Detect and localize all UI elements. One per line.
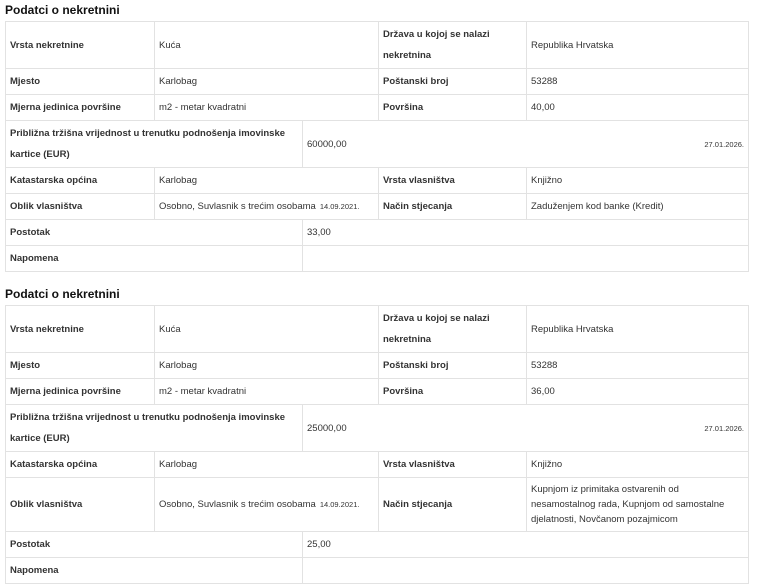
label-povrsina: Površina bbox=[379, 95, 527, 121]
table-row bbox=[6, 478, 749, 532]
value-katastarska-opcina: Karlobag bbox=[155, 452, 379, 478]
value-oblik-vlasnistva: Osobno, Suvlasnik s trećim osobama bbox=[159, 201, 316, 212]
table-row bbox=[6, 452, 749, 478]
property-section-2 bbox=[5, 284, 748, 585]
value-vrsta-vlasnistva: Knjižno bbox=[527, 452, 749, 478]
value-postanski-broj: 53288 bbox=[527, 69, 749, 95]
label-postotak: Postotak bbox=[6, 220, 303, 246]
table-row bbox=[6, 306, 749, 353]
value-oblik-vlasnistva: Osobno, Suvlasnik s trećim osobama bbox=[159, 499, 316, 510]
table-row bbox=[6, 168, 749, 194]
value-vrsta-nekretnine: Kuća bbox=[155, 22, 379, 69]
section-title: Podatci o nekretnini bbox=[5, 3, 120, 17]
value-katastarska-opcina: Karlobag bbox=[155, 168, 379, 194]
label-vrsta-vlasnistva: Vrsta vlasništva bbox=[379, 452, 527, 478]
label-nacin-stjecanja: Način stjecanja bbox=[379, 478, 527, 532]
label-postanski-broj: Poštanski broj bbox=[379, 69, 527, 95]
value-povrsina: 40,00 bbox=[527, 95, 749, 121]
property-table bbox=[5, 21, 749, 272]
table-row bbox=[6, 532, 749, 558]
value-mjesto: Karlobag bbox=[155, 69, 379, 95]
label-postanski-broj: Poštanski broj bbox=[379, 353, 527, 379]
label-drzava: Država u kojoj se nalazi nekretnina bbox=[379, 306, 527, 353]
table-row bbox=[6, 379, 749, 405]
value-vrsta-nekretnine: Kuća bbox=[155, 306, 379, 353]
table-row bbox=[6, 22, 749, 69]
table-row bbox=[6, 246, 749, 272]
label-napomena: Napomena bbox=[6, 558, 303, 584]
value-drzava: Republika Hrvatska bbox=[527, 306, 749, 353]
value-povrsina: 36,00 bbox=[527, 379, 749, 405]
label-mjesto: Mjesto bbox=[6, 69, 155, 95]
value-vrsta-vlasnistva: Knjižno bbox=[527, 168, 749, 194]
label-napomena: Napomena bbox=[6, 246, 303, 272]
value-mjerna-jedinica: m2 - metar kvadratni bbox=[155, 379, 379, 405]
value-napomena bbox=[303, 558, 749, 584]
value-postotak: 25,00 bbox=[303, 532, 749, 558]
value-nacin-stjecanja: Kupnjom iz primitaka ostvarenih od nesamostalnog rada, Kupnjom od samostalne djelatnosti, Novčanom pozajmicom bbox=[527, 478, 749, 532]
label-mjerna-jedinica: Mjerna jedinica površine bbox=[6, 379, 155, 405]
label-mjerna-jedinica: Mjerna jedinica površine bbox=[6, 95, 155, 121]
value-date: 27.01.2026. bbox=[704, 139, 744, 149]
table-row bbox=[6, 220, 749, 246]
value-postanski-broj: 53288 bbox=[527, 353, 749, 379]
label-trzisna-vrijednost: Približna tržišna vrijednost u trenutku podnošenja imovinske kartice (EUR) bbox=[6, 121, 303, 168]
value-trzisna-vrijednost: 60000,00 bbox=[307, 138, 347, 150]
table-row bbox=[6, 69, 749, 95]
value-drzava: Republika Hrvatska bbox=[527, 22, 749, 69]
value-mjesto: Karlobag bbox=[155, 353, 379, 379]
value-date: 14.09.2021. bbox=[319, 500, 360, 509]
value-trzisna-vrijednost-cell bbox=[303, 121, 749, 168]
property-section-1 bbox=[5, 0, 748, 280]
label-oblik-vlasnistva: Oblik vlasništva bbox=[6, 194, 155, 220]
value-trzisna-vrijednost-cell bbox=[303, 405, 749, 452]
label-vrsta-nekretnine: Vrsta nekretnine bbox=[6, 22, 155, 69]
table-row bbox=[6, 558, 749, 584]
label-vrsta-nekretnine: Vrsta nekretnine bbox=[6, 306, 155, 353]
label-vrsta-vlasnistva: Vrsta vlasništva bbox=[379, 168, 527, 194]
label-katastarska-opcina: Katastarska općina bbox=[6, 168, 155, 194]
label-nacin-stjecanja: Način stjecanja bbox=[379, 194, 527, 220]
label-drzava: Država u kojoj se nalazi nekretnina bbox=[379, 22, 527, 69]
value-date: 14.09.2021. bbox=[319, 202, 360, 211]
value-oblik-vlasnistva-cell bbox=[155, 478, 379, 532]
value-trzisna-vrijednost: 25000,00 bbox=[307, 422, 347, 434]
label-oblik-vlasnistva: Oblik vlasništva bbox=[6, 478, 155, 532]
table-row bbox=[6, 194, 749, 220]
value-postotak: 33,00 bbox=[303, 220, 749, 246]
label-mjesto: Mjesto bbox=[6, 353, 155, 379]
label-povrsina: Površina bbox=[379, 379, 527, 405]
value-oblik-vlasnistva-cell bbox=[155, 194, 379, 220]
property-table bbox=[5, 305, 749, 584]
table-row bbox=[6, 95, 749, 121]
value-napomena bbox=[303, 246, 749, 272]
value-date: 27.01.2026. bbox=[704, 423, 744, 433]
table-row bbox=[6, 353, 749, 379]
label-postotak: Postotak bbox=[6, 532, 303, 558]
table-row bbox=[6, 121, 749, 168]
value-mjerna-jedinica: m2 - metar kvadratni bbox=[155, 95, 379, 121]
table-row bbox=[6, 405, 749, 452]
label-trzisna-vrijednost: Približna tržišna vrijednost u trenutku podnošenja imovinske kartice (EUR) bbox=[6, 405, 303, 452]
section-title: Podatci o nekretnini bbox=[5, 287, 120, 301]
value-nacin-stjecanja: Zaduženjem kod banke (Kredit) bbox=[527, 194, 749, 220]
label-katastarska-opcina: Katastarska općina bbox=[6, 452, 155, 478]
